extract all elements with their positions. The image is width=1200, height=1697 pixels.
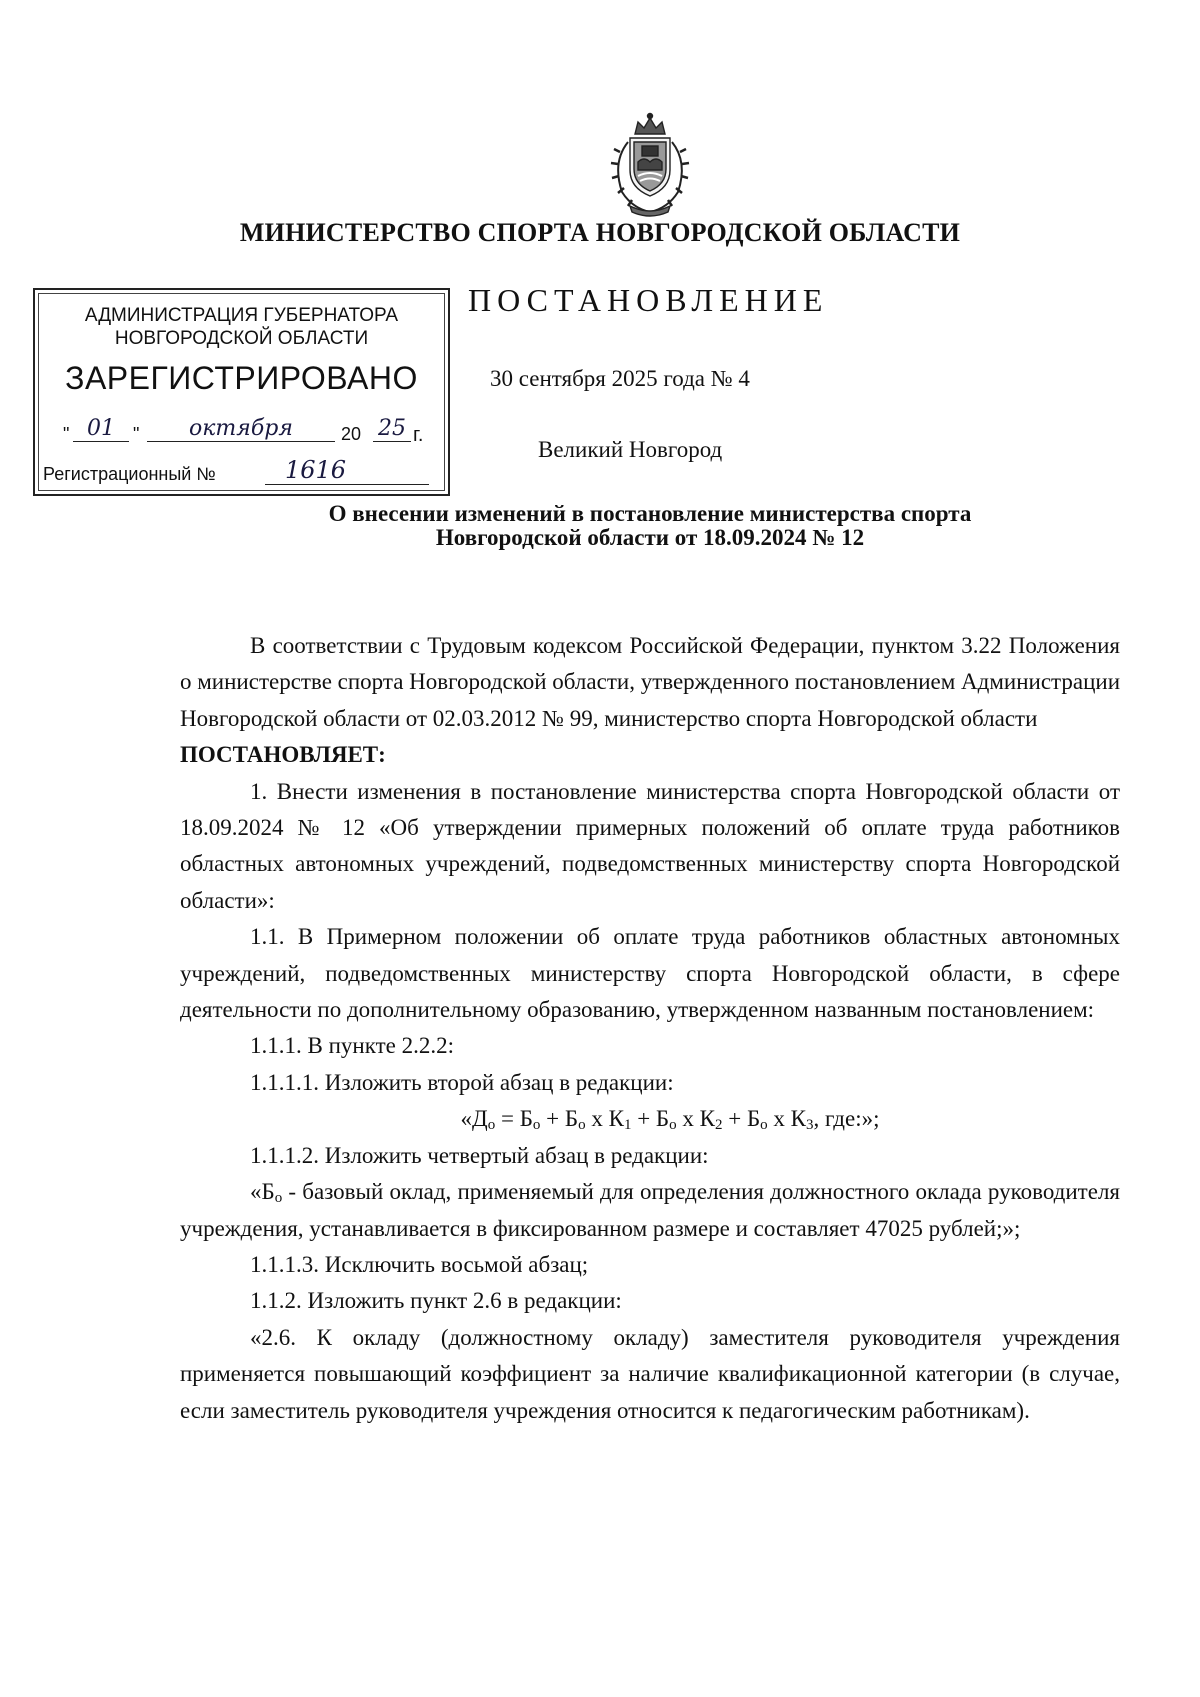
base-salary-subscript: о	[274, 1190, 283, 1207]
paragraph-base-salary	[180, 1174, 1120, 1247]
stamp-administration	[35, 304, 448, 350]
stamp-quote-open: "	[63, 424, 70, 444]
formula-subscript: о	[487, 1117, 496, 1134]
formula-subscript: 2	[714, 1117, 723, 1134]
stamp-registered: ЗАРЕГИСТРИРОВАНО	[65, 360, 418, 396]
base-salary-symbol: «Б	[250, 1179, 275, 1205]
formula-subscript: о	[532, 1117, 541, 1134]
document-type: ПОСТАНОВЛЕНИЕ	[468, 282, 829, 318]
stamp-registration-number	[43, 456, 443, 488]
document-body	[180, 628, 1120, 1429]
stamp-month-handwritten: октября	[147, 416, 335, 442]
stamp-reg-number-handwritten: 1616	[265, 456, 429, 485]
stamp-admin-line1: АДМИНИСТРАЦИЯ ГУБЕРНАТОРА	[84, 305, 399, 326]
formula-part: х К	[676, 1106, 715, 1132]
document-date-number: 30 сентября 2025 года № 4	[490, 366, 750, 391]
paragraph-preamble: В соответствии с Трудовым кодексом Российской Федерации, пунктом 3.22 Положения о министерстве спорта Новгородской области, утвержденного постановлением Администрации Новгородской области от 02.03.2012 № 99, министерство спорта Новгородской области	[180, 633, 1120, 731]
stamp-year-prefix: 20	[341, 424, 362, 444]
formula-part: + Б	[631, 1106, 670, 1132]
formula-part: «Д	[460, 1106, 488, 1132]
paragraph-item-1-1-1-3: 1.1.1.3. Исключить восьмой абзац;	[250, 1251, 589, 1277]
paragraph-item-1-1-1-1: 1.1.1.1. Изложить второй абзац в редакции:	[250, 1069, 674, 1095]
paragraph-item-1-1-1-2: 1.1.1.2. Изложить четвертый абзац в редакции:	[250, 1142, 709, 1168]
paragraph-item-2-6: «2.6. К окладу (должностному окладу) заместителя руководителя учреждения применяется повышающий коэффициент за наличие квалификационной категории (в случае, если заместитель руководителя учреждения относится к педагогическим работникам).	[180, 1324, 1120, 1423]
formula-part: х К	[585, 1106, 624, 1132]
formula-part: , где:»;	[813, 1106, 880, 1132]
formula-part: х К	[767, 1106, 806, 1132]
formula-subscript: 3	[806, 1117, 814, 1134]
formula-part: + Б	[540, 1106, 579, 1132]
stamp-admin-line2: НОВГОРОДСКОЙ ОБЛАСТИ	[114, 328, 369, 349]
ministry-title: МИНИСТЕРСТВО СПОРТА НОВГОРОДСКОЙ ОБЛАСТИ	[239, 218, 961, 247]
stamp-year-mark: г.	[413, 424, 424, 446]
paragraph-item-1: 1. Внести изменения в постановление министерства спорта Новгородской области от 18.09.2024 № 12 «Об утверждении примерных положений об оплате труда работников областных автономных учреждений, подведомственных министерству спорта Новгородской области»:	[180, 778, 1120, 913]
formula-subscript: о	[578, 1117, 586, 1134]
stamp-reg-label: Регистрационный №	[43, 464, 216, 484]
formula-part: + Б	[722, 1106, 761, 1132]
formula-subscript: о	[669, 1117, 677, 1134]
registration-stamp	[33, 288, 450, 496]
stamp-year-handwritten: 25	[373, 416, 411, 442]
stamp-quote-close: "	[133, 424, 140, 444]
paragraph-item-1-1: 1.1. В Примерном положении об оплате труда работников областных автономных учреждений, подведомственных министерству спорта Новгородской области, в сфере деятельности по дополнительному образованию, утвержденном названным постановлением:	[180, 924, 1120, 1023]
document-subject	[210, 502, 1090, 550]
salary-formula	[180, 1101, 1120, 1137]
stamp-day-handwritten: 01	[73, 416, 129, 442]
paragraph-resolves: ПОСТАНОВЛЯЕТ:	[180, 742, 386, 768]
formula-subscript: о	[760, 1117, 768, 1134]
paragraph-item-1-1-1: 1.1.1. В пункте 2.2.2:	[250, 1033, 454, 1059]
subject-line1: О внесении изменений в постановление министерства спорта	[328, 501, 972, 526]
document-place: Великий Новгород	[538, 437, 723, 462]
coat-of-arms-emblem	[602, 112, 698, 220]
formula-subscript: 1	[623, 1117, 632, 1134]
stamp-date-line	[63, 416, 433, 450]
subject-line2: Новгородской области от 18.09.2024 № 12	[435, 525, 865, 550]
formula-part: = Б	[495, 1106, 533, 1132]
base-salary-text: - базовый оклад, применяемый для определения должностного оклада руководителя учреждения, устанавливается в фиксированном размере и составляет 47025 рублей;»;	[180, 1179, 1120, 1241]
paragraph-item-1-1-2: 1.1.2. Изложить пункт 2.6 в редакции:	[250, 1288, 622, 1314]
